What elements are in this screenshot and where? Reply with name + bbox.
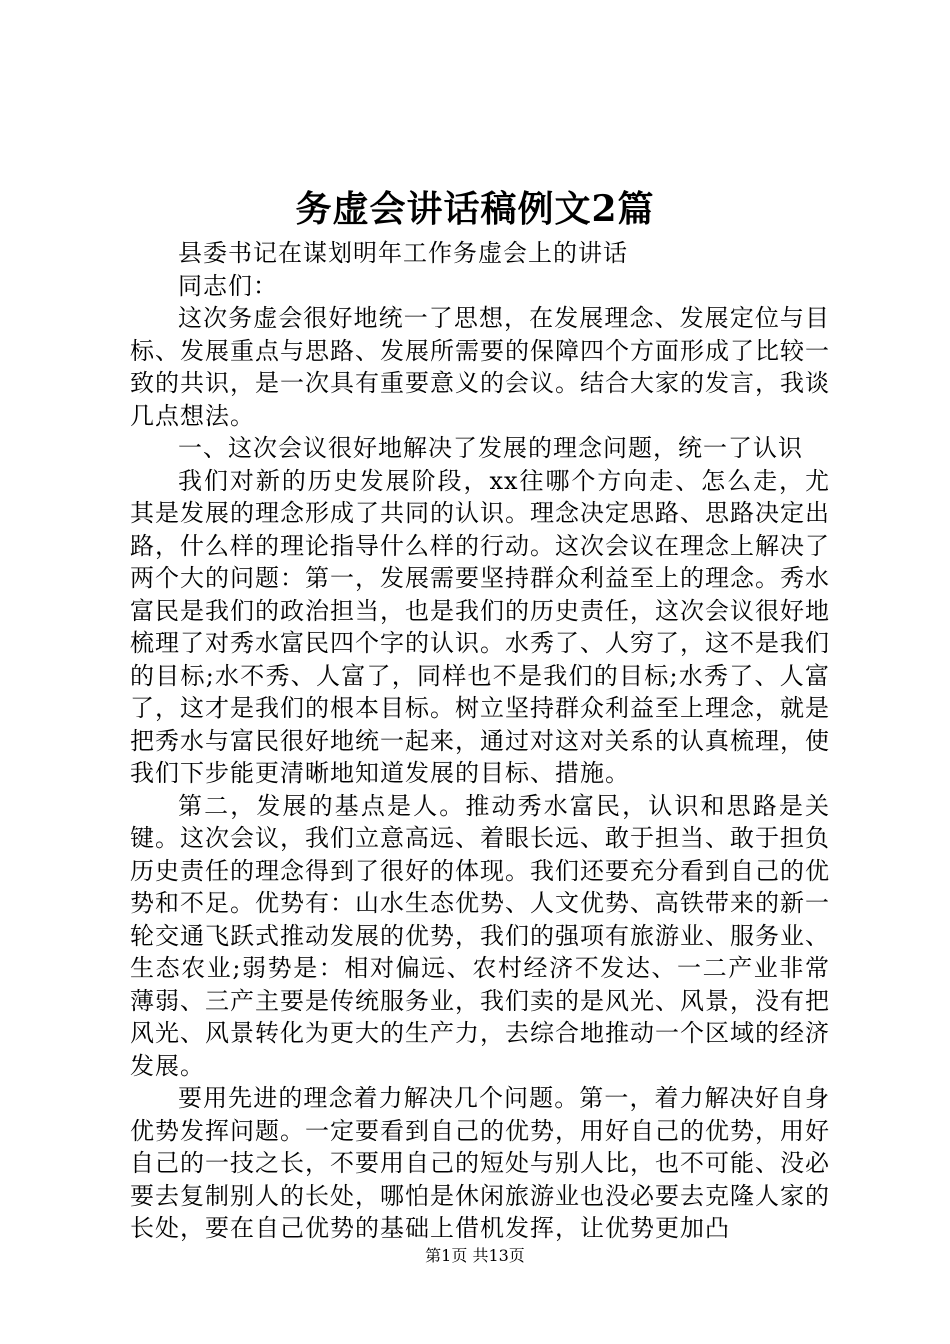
section-heading: 一、这次会议很好地解决了发展的理念问题，统一了认识 — [178, 434, 803, 462]
document-body — [130, 237, 830, 1245]
document-title: 务虚会讲话稿例文2篇 — [295, 188, 655, 230]
body-paragraph: 我们对新的历史发展阶段，xx往哪个方向走、怎么走，尤其是发展的理念形成了共同的认识。理念决定思路、思路决定出路，什么样的理论指导什么样的行动。这次会议在理念上解决了两个大的问题：第一，发展需要坚持群众利益至上的理念。秀水富民是我们的政治担当，也是我们的历史责任，这次会议很好地梳理了对秀水富民四个字的认识。水秀了、人穷了，这不是我们的目标;水不秀、人富了，同样也不是我们的目标;水秀了、人富了，这才是我们的根本目标。树立坚持群众利益至上理念，就是把秀水与富民很好地统一起来，通过对这对关系的认真梳理，使我们下步能更清晰地知道发展的目标、措施。 — [130, 466, 830, 787]
salutation: 同志们： — [178, 271, 278, 300]
body-paragraph: 这次务虚会很好地统一了思想，在发展理念、发展定位与目标、发展重点与思路、发展所需要的保障四个方面形成了比较一致的共识，是一次具有重要意义的会议。结合大家的发言，我谈几点想法。 — [130, 304, 830, 430]
body-paragraph: 要用先进的理念着力解决几个问题。第一，着力解决好自身优势发挥问题。一定要看到自己的优势，用好自己的优势，用好自己的一技之长，不要用自己的短处与别人比，也不可能、没必要去复制别人的长处，哪怕是休闲旅游业也没必要去克隆人家的长处，要在自己优势的基础上借机发挥，让优势更加凸 — [130, 1084, 830, 1242]
page-number-footer: 第1页 共13页 — [425, 1246, 525, 1265]
body-paragraph: 第二，发展的基点是人。推动秀水富民，认识和思路是关键。这次会议，我们立意高远、着眼长远、敢于担当、敢于担负历史责任的理念得到了很好的体现。我们还要充分看到自己的优势和不足。优势有：山水生态优势、人文优势、高铁带来的新一轮交通飞跃式推动发展的优势，我们的强项有旅游业、服务业、生态农业;弱势是：相对偏远、农村经济不发达、一二产业非常薄弱、三产主要是传统服务业，我们卖的是风光、风景，没有把风光、风景转化为更大的生产力，去综合地推动一个区域的经济发展。 — [130, 791, 830, 1080]
speech-heading: 县委书记在谋划明年工作务虚会上的讲话 — [178, 239, 628, 267]
